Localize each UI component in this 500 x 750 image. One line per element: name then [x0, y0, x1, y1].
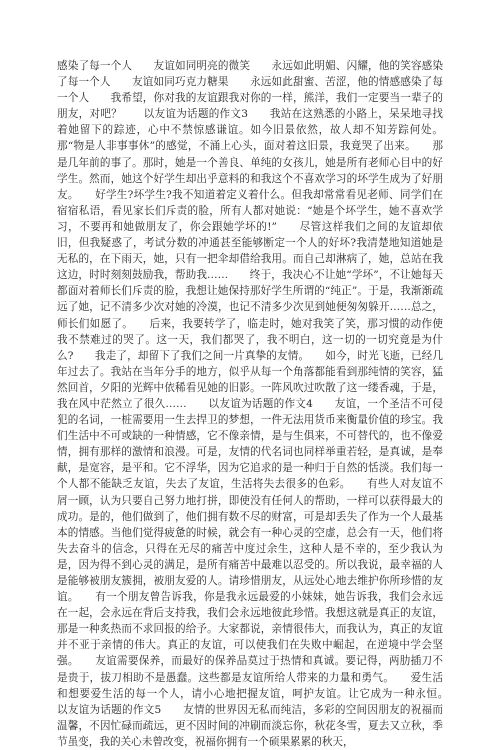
essay-text: 感染了每一个人 友谊如同明亮的微笑 永远如此明媚、闪耀，他的笑容感染了每一个人 友谊如同巧克力糖果 永远如此甜蜜、苦涩，他的情感感染了每一个人 我希望，你对我的友谊跟我对你的一样，熊洋，我们一定要当一辈子的朋友，对吧？ 以友谊为话题的作文3 我站在这熟悉的小路上，呆呆地寻找着她留下的踪迹，心中不禁惊感谦谊。如今旧景依然，故人却不知芳踪何处。那“物是人非事事休”的感觉，不涌上心头，面对着这旧景，我竟哭了出来。 那是几年前的事了。那时，她是一个善良、单纯的女孩儿，她是所有老师心目中的好学生。然而，她这个好学生却出乎意料的和我这个不喜欢学习的坏学生成为了好朋友。 好学生?坏学生?我不知道着定义着什么。但我却常常看见老师、同学们在宿宿私语，看见家长们斥责的脸，所有人都对她说：“她是个坏学生，她不喜欢学习，不要再和她做朋友了，你会跟她学坏的!” 尽管这样我们之间的友谊却依旧，但我疑惑了，考试分数的冲通甚至能够断定一个人的好坏?我清楚地知道她是无私的，在下雨天，她，只有一把伞却借给我用。而自己却淋病了，她，总站在我这边，时时刻刻鼓励我，帮助我…… 终于，我决心不让她“学坏”，不让她每天都面对着师长们斥责的脸，我想让她保持那好学生所谓的“纯正”。于是，我渐渐疏远了她，记不清多少次对她的冷漠，也记不清多少次见到她便匆匆躲开……总之，师长们如愿了。 后来，我要转学了，临走时，她对我笑了笑，那习惯的动作使我不禁难过的哭了。这一天，我们都哭了，我不明白，这一切的一切究竟是为什么? 我走了，却留下了我们之间一片真挚的友情。 如今，时光飞逝，已经几年过去了。我站在当年分手的地方，似乎从每一个角落都能看到那纯情的笑容，猛然回首，夕阳的光辉中依稀看见她的旧影。一阵风吹过吹散了这一缕香魂，于是，我在风中茫然立了很久…… 以友谊为话题的作文4 友谊，一个圣洁不可侵犯的名词，一桩需要用一生去捍卫的梦想，一件无法用货币来衡量价值的珍宝。我们生活中不可或缺的一种情感，它不像亲情，是与生俱来，不可替代的，也不像爱情，拥有那样的激情和浪漫。可是，友情的代名词也同样举重若轻，是真诚，是奉献，是宽容，是平和。它不浮华，因为它追求的是一种归于自然的恬淡。我们每一个人都不能缺乏友谊，失去了友谊，生活将失去很多的色彩。 有些人对友谊不屑一顾，认为只要自己努力地打拼，即使没有任何人的帮助，一样可以获得最大的成功。是的，他们做到了，他们拥有数不尽的财富，可是却丢失了作为一个人最基本的情感。当他们觉得疲惫的时候，就会有一种心灵的空虚，总会有一天，他们将失去奋斗的信念，只得在无尽的痛苦中度过余生，这种人是不幸的，至少我认为是，因为得不到心灵的满足，是所有痛苦中最难以忍受的。所以我说，最幸福的人是能够被朋友簇拥，被朋友爱的人。请珍惜朋友，从远处心地去维护你所珍惜的友谊。 有一个朋友曾告诉我，你是我永远最爱的小妹妹，她告诉我，我们会永远在一起，会永远在背后支持我，我们会永远地彼此珍惜。我想这就是真正的友谊，那是一种炙热而不求回报的给予。大家都说，亲情很伟大，而我认为，真正的友谊并不亚于亲情的伟大。真正的友谊，可以使我们在失败中崛起，在逆境中学会坚强。 友谊需要保养，而最好的保养品莫过于热情和真诚。要记得，两肋插刀不是贵于，拔刀相助不是愚蠢。这些都是友谊所给人带来的力量和勇气。 爱生活和想要爱生活的每一个人，请小心地把握友谊，呵护友谊。让它成为一种永恒。 以友谊为话题的作文5 友情的世界因无私而纯洁，多彩的空间因朋友的祝福而温馨，不因忙碌而疏远，更不因时间的冲刷而淡忘你，秋花冬雪，夏去又立秋，季节虽变，我的关心未曾改变，祝福你拥有一个硕果累累的秋天， — [57, 60, 465, 748]
